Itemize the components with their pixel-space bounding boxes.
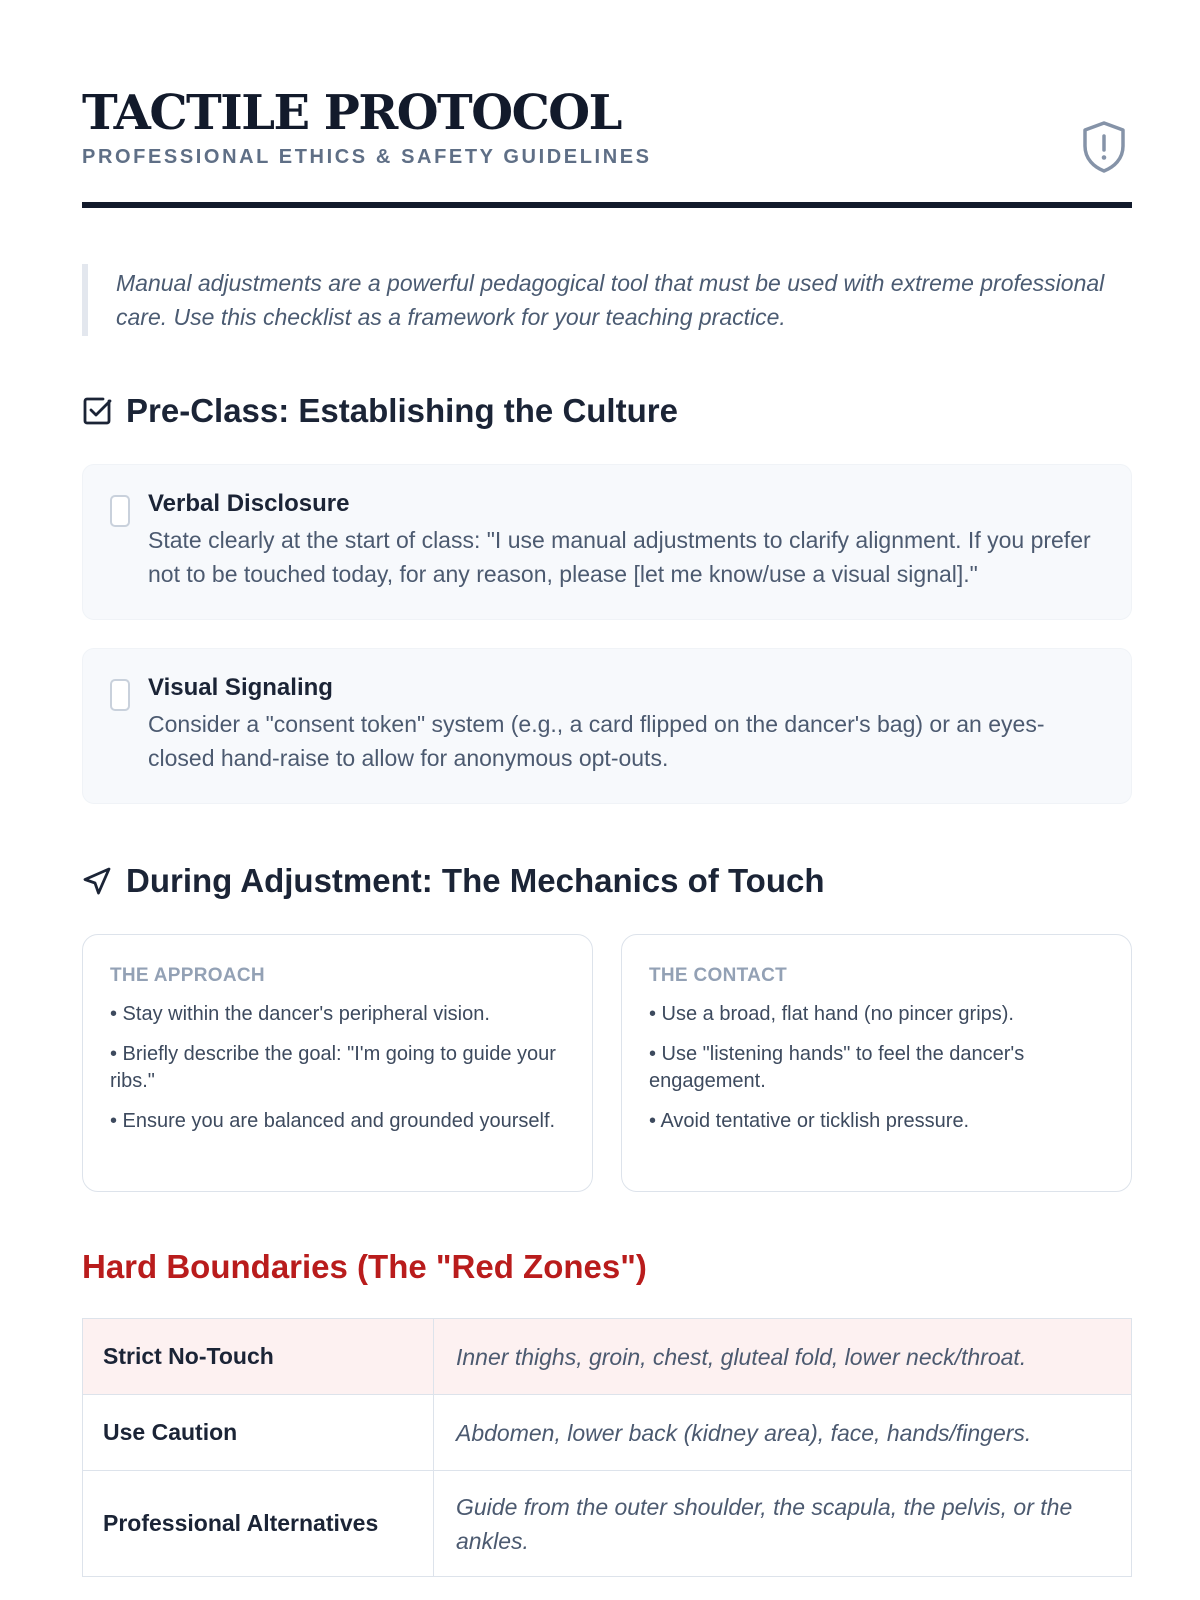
section-title-pre-class xyxy=(82,392,1132,430)
section-title-during xyxy=(82,862,1132,900)
row-label: Professional Alternatives xyxy=(83,1471,434,1577)
page xyxy=(82,0,1132,1577)
table-row xyxy=(83,1395,1132,1471)
contact-heading: THE CONTACT xyxy=(649,965,788,986)
row-value: Guide from the outer shoulder, the scapula, the pelvis, or the ankles. xyxy=(434,1471,1132,1577)
checkbox-verbal-disclosure[interactable] xyxy=(110,495,130,527)
list-item: • Briefly describe the goal: "I'm going to guide your ribs." xyxy=(110,1043,556,1092)
table-row xyxy=(83,1471,1132,1577)
approach-list xyxy=(110,1001,566,1135)
list-item: • Use "listening hands" to feel the dancer's engagement. xyxy=(649,1043,1025,1092)
page-subtitle: PROFESSIONAL ETHICS & SAFETY GUIDELINES xyxy=(82,146,652,168)
checkbox-visual-signaling[interactable] xyxy=(110,679,130,711)
page-title: TACTILE PROTOCOL xyxy=(82,85,621,141)
contact-list xyxy=(649,1001,1105,1135)
list-item: • Stay within the dancer's peripheral vision. xyxy=(110,1003,490,1025)
list-item: • Avoid tentative or ticklish pressure. xyxy=(649,1110,970,1132)
table-row xyxy=(83,1319,1132,1395)
row-value: Abdomen, lower back (kidney area), face, hands/fingers. xyxy=(434,1395,1132,1471)
approach-card xyxy=(82,934,593,1192)
checklist xyxy=(82,464,1132,804)
boundaries-title: Hard Boundaries (The "Red Zones") xyxy=(82,1248,647,1285)
checklist-item xyxy=(82,648,1132,804)
row-value: Inner thighs, groin, chest, gluteal fold, lower neck/throat. xyxy=(434,1319,1132,1395)
navigation-arrow-icon xyxy=(82,866,112,896)
checklist-item-title: Verbal Disclosure xyxy=(148,490,350,517)
checklist-item-text: State clearly at the start of class: "I use manual adjustments to clarify alignment. If you prefer not to be touched today, for any reason, please [let me know/use a visual signal]." xyxy=(148,527,1091,587)
mechanics-grid xyxy=(82,934,1132,1192)
row-label: Use Caution xyxy=(83,1395,434,1471)
section-title-text: During Adjustment: The Mechanics of Touch xyxy=(126,862,825,899)
contact-card xyxy=(621,934,1132,1192)
checklist-item-text: Consider a "consent token" system (e.g., a card flipped on the dancer's bag) or an eyes-closed hand-raise to allow for anonymous opt-outs. xyxy=(148,711,1045,771)
checkbox-icon xyxy=(82,396,112,426)
section-title-text: Pre-Class: Establishing the Culture xyxy=(126,392,678,429)
approach-heading: THE APPROACH xyxy=(110,965,265,986)
list-item: • Ensure you are balanced and grounded yourself. xyxy=(110,1110,556,1132)
shield-alert-icon xyxy=(1080,120,1128,174)
checklist-item-title: Visual Signaling xyxy=(148,674,333,701)
checklist-item xyxy=(82,464,1132,620)
row-label: Strict No-Touch xyxy=(83,1319,434,1395)
header xyxy=(82,0,1132,208)
boundaries-table xyxy=(82,1318,1132,1577)
intro-quote: Manual adjustments are a powerful pedagogical tool that must be used with extreme professional care. Use this checklist as a framework for your teaching practice. xyxy=(82,264,1132,336)
list-item: • Use a broad, flat hand (no pincer grips). xyxy=(649,1003,1014,1025)
